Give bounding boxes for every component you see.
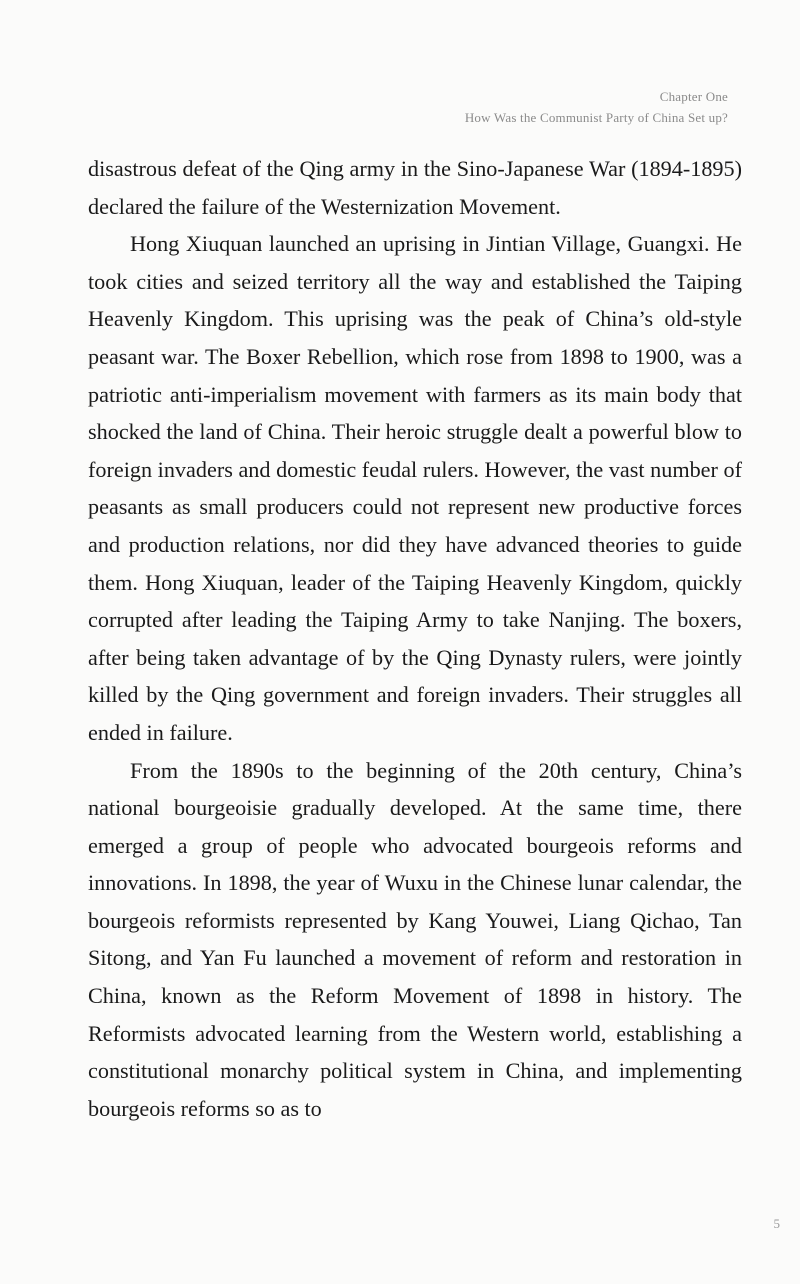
paragraph-reform-movement: From the 1890s to the beginning of the 20th century, China’s national bourgeoisie gradually developed. At the same time, there emerged a group of people who advocated bourgeois reforms and innovations. In 1898, the year of Wuxu in the Chinese lunar calendar, the bourgeois reformists represented by Kang Youwei, Liang Qichao, Tan Sitong, and Yan Fu launched a movement of reform and restoration in China, known as the Reform Movement of 1898 in history. The Reformists advocated learning from the Western world, establishing a constitutional monarchy political system in China, and implementing bourgeois reforms so as to xyxy=(88,757,742,1121)
body-text xyxy=(88,150,742,1127)
paragraph-continued: disastrous defeat of the Qing army in the Sino-Japanese War (1894-1895) declared the failure of the Westernization Movement. xyxy=(88,156,742,219)
paragraph-peasant-uprisings: Hong Xiuquan launched an uprising in Jintian Village, Guangxi. He took cities and seized territory all the way and established the Taiping Heavenly Kingdom. This uprising was the peak of China’s old-style peasant war. The Boxer Rebellion, which rose from 1898 to 1900, was a patriotic anti-imperialism movement with farmers as its main body that shocked the land of China. Their heroic struggle dealt a powerful blow to foreign invaders and domestic feudal rulers. However, the vast number of peasants as small producers could not represent new productive forces and production relations, nor did they have advanced theories to guide them. Hong Xiuquan, leader of the Taiping Heavenly Kingdom, quickly corrupted after leading the Taiping Army to take Nanjing. The boxers, after being taken advantage of by the Qing Dynasty rulers, were jointly killed by the Qing government and foreign invaders. Their struggles all ended in failure. xyxy=(88,231,742,745)
page-number: 5 xyxy=(773,1216,780,1231)
chapter-subtitle: How Was the Communist Party of China Set up? xyxy=(464,110,728,125)
chapter-label: Chapter One xyxy=(659,89,728,104)
running-header xyxy=(465,86,728,128)
